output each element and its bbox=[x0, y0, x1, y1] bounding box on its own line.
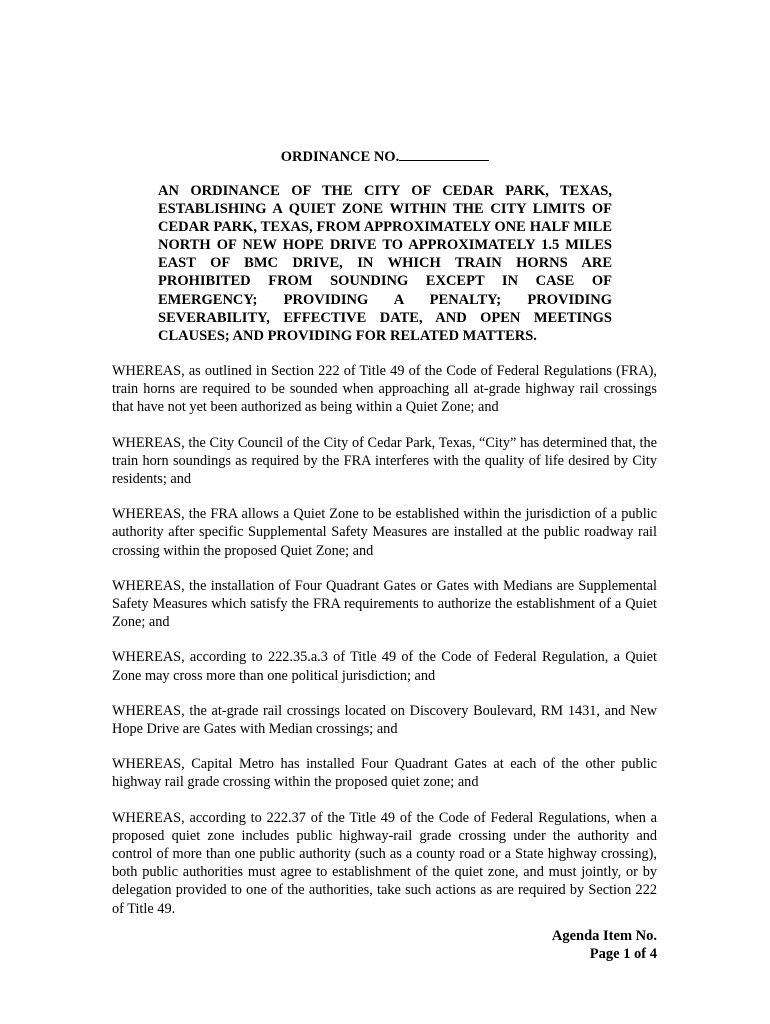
page-number: Page 1 of 4 bbox=[589, 946, 657, 962]
whereas-paragraph: WHEREAS, the at-grade rail crossings located on Discovery Boulevard, RM 1431, and New Hope Drive are Gates with Median crossings; and bbox=[112, 702, 657, 738]
whereas-paragraph: WHEREAS, as outlined in Section 222 of Title 49 of the Code of Federal Regulations (FRA), train horns are required to be sounded when approaching all at-grade highway rail crossings that have not yet been authorized as being within a Quiet Zone; and bbox=[112, 363, 657, 416]
ordinance-caption: AN ORDINANCE OF THE CITY OF CEDAR PARK, TEXAS, ESTABLISHING A QUIET ZONE WITHIN THE CITY LIMITS OF CEDAR PARK, TEXAS, FROM APPROXIMATELY ONE HALF MILE NORTH OF NEW HOPE DRIVE TO APPROXIMATELY 1.5 MILES EAST OF BMC DRIVE, IN WHICH TRAIN HORNS ARE PROHIBITED FROM SOUNDING EXCEPT IN CASE OF EMERGENCY; PROVIDING A PENALTY; PROVIDING SEVERABILITY, EFFECTIVE DATE, AND OPEN MEETINGS CLAUSES; AND PROVIDING FOR RELATED MATTERS. bbox=[158, 183, 612, 344]
ordinance-body bbox=[112, 362, 657, 935]
ordinance-number-blank bbox=[399, 148, 489, 161]
ordinance-title-text: ORDINANCE NO. bbox=[280, 149, 400, 165]
whereas-paragraph: WHEREAS, the City Council of the City of Cedar Park, Texas, “City” has determined that, the train horn soundings as required by the FRA interferes with the quality of life desired by City residents; and bbox=[112, 434, 657, 488]
ordinance-title bbox=[0, 148, 770, 166]
page-footer bbox=[552, 927, 657, 963]
agenda-item-label: Agenda Item No. bbox=[551, 928, 657, 944]
whereas-paragraph: WHEREAS, the installation of Four Quadrant Gates or Gates with Medians are Supplemental Safety Measures which satisfy the FRA requirements to authorize the establishment of a Quiet Zone; and bbox=[112, 577, 657, 631]
whereas-paragraph: WHEREAS, according to 222.35.a.3 of Title 49 of the Code of Federal Regulation, a Quiet Zone may cross more than one political jurisdiction; and bbox=[112, 649, 657, 684]
whereas-paragraph: WHEREAS, the FRA allows a Quiet Zone to be established within the jurisdiction of a public authority after specific Supplemental Safety Measures are installed at the public roadway rail crossing within the proposed Quiet Zone; and bbox=[112, 506, 657, 559]
whereas-paragraph: WHEREAS, according to 222.37 of the Title 49 of the Code of Federal Regulations, when a proposed quiet zone includes public highway-rail grade crossing under the authority and control of more than one public authority (such as a county road or a State highway crossing), both public authorities must agree to establishment of the quiet zone, and must jointly, or by delegation provided to one of the authorities, take such actions as are required by Section 222 of Title 49. bbox=[112, 809, 657, 917]
whereas-paragraph: WHEREAS, Capital Metro has installed Four Quadrant Gates at each of the other public highway rail grade crossing within the proposed quiet zone; and bbox=[112, 756, 657, 791]
